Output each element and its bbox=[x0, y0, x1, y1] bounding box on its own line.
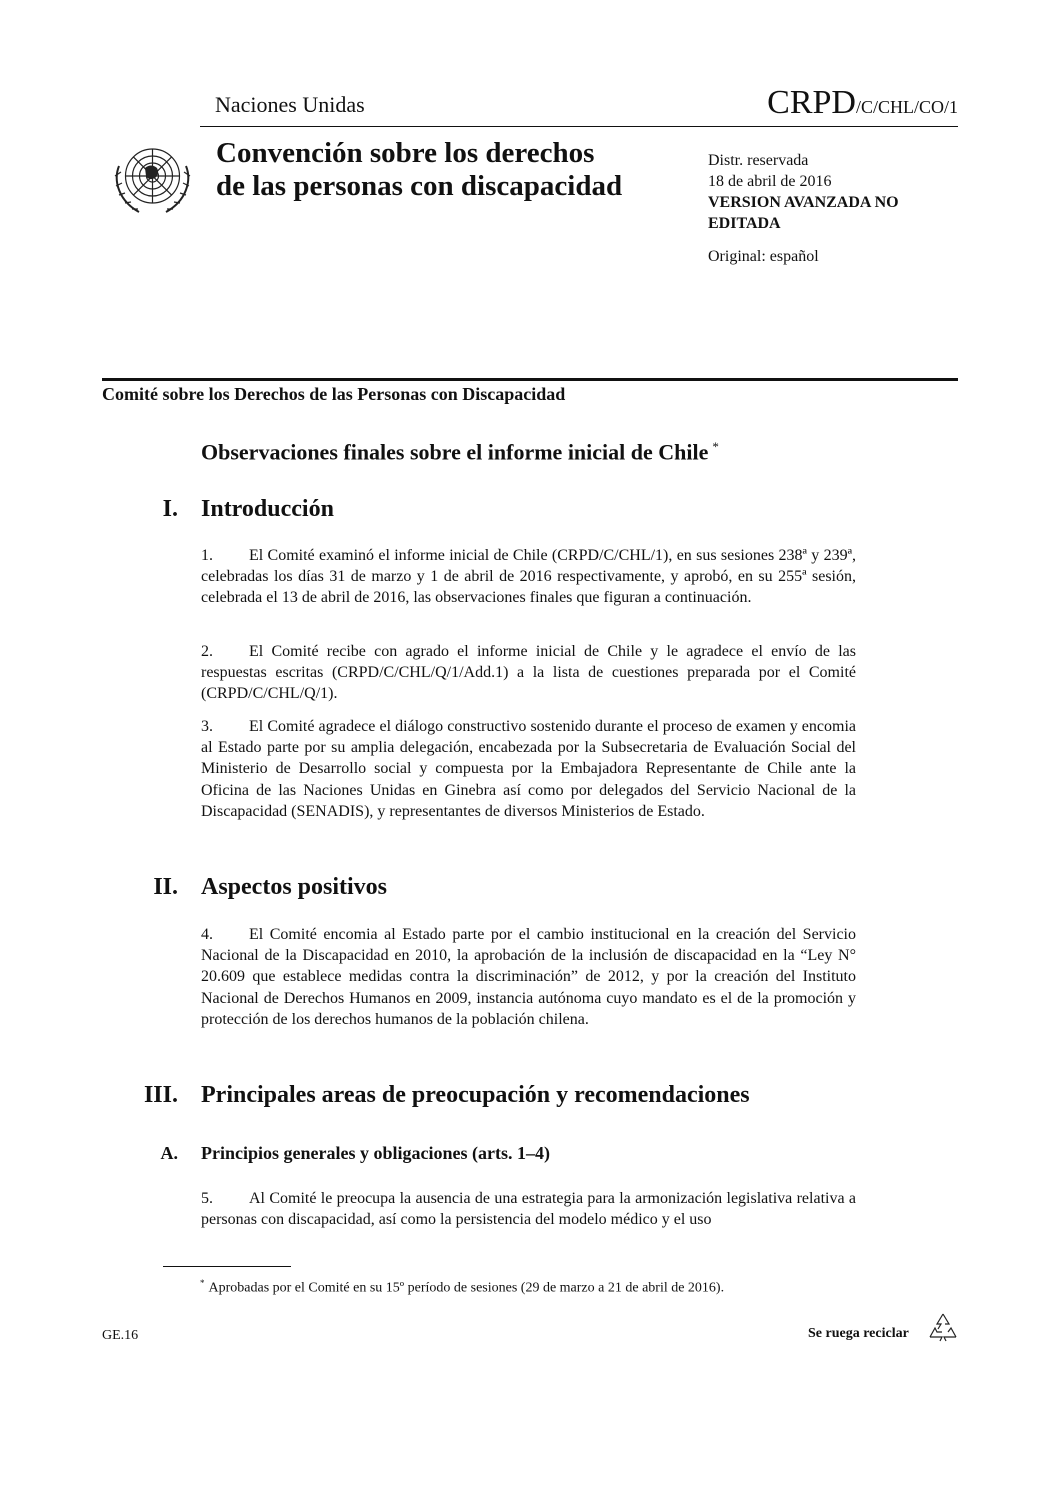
version-status-line2: EDITADA bbox=[708, 215, 781, 232]
committee-rule bbox=[102, 378, 958, 381]
committee-name: Comité sobre los Derechos de las Personas con Discapacidad bbox=[102, 384, 566, 404]
section-title: Introducción bbox=[201, 496, 334, 522]
recycle-notice: Se ruega reciclar bbox=[808, 1326, 909, 1341]
distribution-type: Distr. reservada bbox=[708, 152, 809, 169]
recycle-icon bbox=[926, 1311, 960, 1345]
paragraph-number: 5. bbox=[201, 1190, 213, 1207]
document-title-footnote-mark: * bbox=[712, 439, 719, 454]
distribution-date: 18 de abril de 2016 bbox=[708, 173, 832, 190]
document-symbol-suffix: /C/CHL/CO/1 bbox=[855, 97, 958, 117]
paragraph bbox=[201, 545, 856, 609]
paragraph bbox=[201, 641, 856, 705]
convention-title-line1: Convención sobre los derechos bbox=[216, 137, 595, 169]
paragraph bbox=[201, 924, 856, 1030]
paragraph bbox=[201, 716, 856, 822]
footnote-mark: * bbox=[200, 1278, 205, 1288]
paragraph-text: El Comité recibe con agrado el informe inicial de Chile y le agradece el envío de las respuestas escritas (CRPD/C/CHL/Q/1/Add.1) a la lista de cuestiones preparada por el Comité (CRPD/C/CHL/Q/1). bbox=[201, 643, 856, 703]
subsection-number: A. bbox=[160, 1143, 178, 1163]
distribution-block bbox=[708, 150, 899, 267]
paragraph-number: 3. bbox=[201, 718, 213, 735]
convention-title bbox=[216, 137, 622, 203]
footnote-rule bbox=[163, 1266, 291, 1267]
paragraph-number: 4. bbox=[201, 926, 213, 943]
paragraph-text: El Comité encomia al Estado parte por el cambio institucional en la creación del Servicio Nacional de la Discapacidad en 2010, la aprobación de la inclusión de discapacidad en la “Ley N° 20.609 que establece medidas contra la discriminación” de 2012, y por la creación del Instituto Nacional de Derechos Humanos en 2009, instancia autónoma cuyo mandato es el de la promoción y protección de los derechos humanos de la población chilena. bbox=[201, 926, 856, 1028]
document-symbol-main: CRPD bbox=[767, 84, 856, 121]
paragraph-number: 2. bbox=[201, 643, 213, 660]
un-emblem-icon bbox=[105, 136, 200, 221]
organization-name: Naciones Unidas bbox=[215, 92, 365, 117]
section-number: III. bbox=[143, 1082, 178, 1108]
section-number: I. bbox=[162, 496, 178, 522]
subsection-title: Principios generales y obligaciones (arts. 1–4) bbox=[201, 1143, 550, 1163]
paragraph-text: El Comité examinó el informe inicial de Chile (CRPD/C/CHL/1), en sus sesiones 238ª y 239ª, celebradas los días 31 de marzo y 1 de abril de 2016 respectivamente, y aprobó, en su 255ª sesión, celebrada el 13 de abril de 2016, las observaciones finales que figuran a continuación. bbox=[201, 547, 856, 607]
footnote bbox=[200, 1278, 724, 1297]
header-rule bbox=[200, 126, 958, 127]
paragraph bbox=[201, 1188, 856, 1230]
paragraph-text: Al Comité le preocupa la ausencia de una estrategia para la armonización legislativa relativa a personas con discapacidad, así como la persistencia del modelo médico y el uso bbox=[201, 1190, 856, 1229]
section-title: Aspectos positivos bbox=[201, 874, 388, 900]
original-language: Original: español bbox=[708, 248, 819, 265]
section-number: II. bbox=[153, 874, 178, 900]
version-status-line1: VERSION AVANZADA NO bbox=[708, 194, 899, 211]
document-title-text: Observaciones finales sobre el informe inicial de Chile bbox=[201, 439, 709, 465]
document-symbol bbox=[767, 84, 958, 122]
section-title: Principales areas de preocupación y recomendaciones bbox=[201, 1082, 750, 1108]
document-title bbox=[201, 439, 719, 465]
footnote-text: Aprobadas por el Comité en su 15º período de sesiones (29 de marzo a 21 de abril de 2016). bbox=[208, 1280, 725, 1296]
job-number: GE.16 bbox=[102, 1328, 139, 1343]
convention-title-line2: de las personas con discapacidad bbox=[216, 170, 623, 202]
paragraph-number: 1. bbox=[201, 547, 213, 564]
paragraph-text: El Comité agradece el diálogo constructivo sostenido durante el proceso de examen y encomia al Estado parte por su amplia delegación, encabezada por la Subsecretaria de Evaluación Social del Ministerio de Desarrollo social y compuesta por la Embajadora Representante de Chile ante la Oficina de las Naciones Unidas en Ginebra así como por delegados del Servicio Nacional de la Discapacidad (SENADIS), y representantes de diversos Ministerios de Estado. bbox=[201, 718, 856, 820]
